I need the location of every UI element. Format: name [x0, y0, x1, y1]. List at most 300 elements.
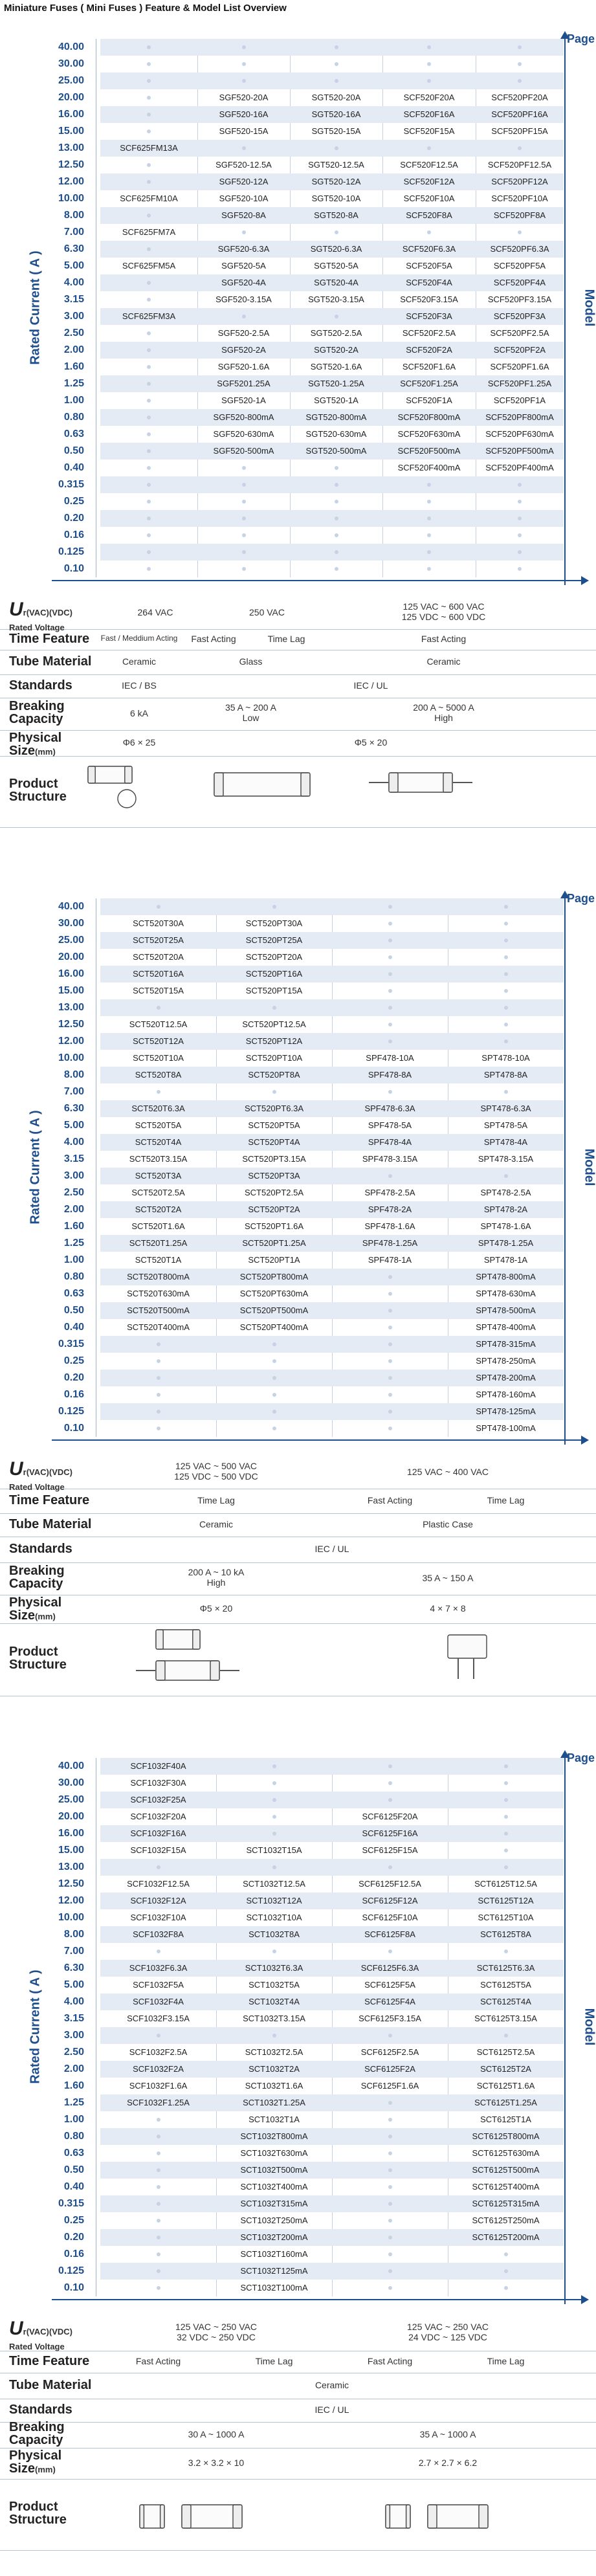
model-cell[interactable]: SCF520F500mA [397, 446, 461, 456]
model-cell[interactable]: SCF520F2A [406, 345, 452, 355]
model-cell[interactable]: SCT520PT20A [245, 952, 303, 962]
model-cell[interactable]: SCF1032F10A [130, 1913, 186, 1922]
model-cell[interactable]: SCT520T15A [133, 986, 184, 995]
model-cell[interactable]: SPT478-5A [483, 1120, 528, 1130]
model-cell[interactable]: SCT520PT630mA [239, 1289, 309, 1298]
current-value: 4.00 [63, 277, 84, 288]
model-cell[interactable]: SCT520PT15A [245, 986, 303, 995]
model-cell[interactable]: SGT520-16A [311, 109, 361, 119]
model-cell[interactable]: SCF6125F2A [364, 2064, 415, 2074]
model-cell[interactable]: SGF520-1A [221, 395, 266, 405]
model-cell[interactable]: SGF520-16A [219, 109, 269, 119]
model-cell[interactable]: SCT1032T8A [248, 1929, 300, 1939]
model-cell[interactable]: SGT520-8A [314, 210, 359, 220]
empty-marker [388, 972, 392, 976]
model-cell[interactable]: SCF520F5A [406, 261, 452, 271]
model-cell[interactable]: SCT1032T160mA [240, 2249, 308, 2259]
model-cell[interactable]: SCT520T800mA [127, 1272, 190, 1282]
empty-marker [504, 905, 508, 909]
model-cell[interactable]: SCT1032T100mA [240, 2283, 308, 2293]
model-cell[interactable]: SGF520-20A [219, 93, 269, 102]
model-cell[interactable]: SPT478-1A [483, 1255, 528, 1265]
spec-row-voltage [0, 1456, 596, 1492]
model-cell[interactable]: SPT478-4A [483, 1137, 528, 1147]
model-cell[interactable]: SCT1032T1.25A [243, 2098, 305, 2107]
model-cell[interactable]: SCT6125T800mA [472, 2131, 540, 2141]
model-cell[interactable]: SCF6125F8A [364, 1929, 415, 1939]
model-cell[interactable]: SCF520PF6.3A [490, 244, 549, 254]
model-cell[interactable]: SCT6125T1A [480, 2115, 531, 2124]
current-row [100, 1403, 564, 1420]
empty-marker [157, 1376, 160, 1380]
model-cell[interactable]: SCF1032F3.15A [127, 2014, 190, 2023]
model-cell[interactable]: SCF520F20A [403, 93, 455, 102]
empty-marker [427, 230, 431, 234]
model-cell[interactable]: SCF520PF1.25A [487, 379, 552, 388]
model-cell[interactable]: SCF6125F15A [362, 1845, 418, 1855]
model-cell[interactable]: SCF6125F4A [364, 1997, 415, 2006]
model-cell[interactable]: SCF1032F12.5A [127, 1879, 190, 1889]
model-cell[interactable]: SCF1032F8A [133, 1929, 184, 1939]
model-cell[interactable]: SPF478-6.3A [364, 1104, 415, 1113]
model-cell[interactable]: SPF478-5A [368, 1120, 412, 1130]
current-value: 3.00 [63, 2030, 84, 2041]
model-cell[interactable]: SCT520PT30A [245, 918, 303, 928]
model-cell[interactable]: SCT520T400mA [127, 1322, 190, 1332]
model-cell[interactable]: SCT520PT400mA [239, 1322, 309, 1332]
model-cell[interactable]: SCT520T12.5A [129, 1019, 188, 1029]
model-cell[interactable]: SCT520PT12.5A [242, 1019, 306, 1029]
model-cell[interactable]: SCF520F12A [403, 177, 455, 186]
empty-marker [518, 62, 522, 66]
model-cell[interactable]: SCF6125F12A [362, 1896, 418, 1905]
model-cell[interactable]: SCT520PT2.5A [244, 1188, 304, 1197]
model-cell[interactable]: SCF1032F15A [130, 1845, 186, 1855]
model-cell[interactable]: SCT1032T500mA [240, 2165, 308, 2175]
model-cell[interactable]: SPT478-2A [483, 1205, 528, 1214]
model-cell[interactable]: SGT520-2A [314, 345, 359, 355]
model-cell[interactable]: SCF625FM3A [122, 311, 176, 321]
model-cell[interactable]: SPT478-400mA [476, 1322, 536, 1332]
model-cell[interactable]: SPT478-315mA [476, 1339, 536, 1349]
model-cell[interactable]: SCT1032T200mA [240, 2232, 308, 2242]
empty-marker [388, 1039, 392, 1043]
model-cell[interactable]: SCF520PF10A [491, 194, 548, 203]
model-cell[interactable]: SCT6125T6.3A [476, 1963, 535, 1973]
model-cell[interactable]: SCT520T6.3A [131, 1104, 185, 1113]
model-cell[interactable]: SCF520PF500mA [485, 446, 554, 456]
model-cell[interactable]: SCF520PF800mA [485, 412, 554, 422]
page-label: Page [567, 32, 595, 45]
model-cell[interactable]: SCT520PT800mA [239, 1272, 309, 1282]
model-cell[interactable]: SGT520-1.25A [308, 379, 364, 388]
model-cell[interactable]: SCF520F8A [406, 210, 452, 220]
model-cell[interactable]: SCT6125T3.15A [474, 2014, 537, 2023]
model-cell[interactable]: SGT520-500mA [305, 446, 367, 456]
current-row [100, 157, 564, 173]
empty-marker [272, 1764, 276, 1768]
model-cell[interactable]: SCF520PF400mA [485, 463, 554, 472]
model-cell[interactable]: SGT520-10A [311, 194, 361, 203]
model-cell[interactable]: SCF520F16A [403, 109, 455, 119]
model-cell[interactable]: SCF520F800mA [397, 412, 461, 422]
model-cell[interactable]: SCT1032T5A [248, 1980, 300, 1990]
empty-marker [242, 533, 246, 537]
spec-value: Φ5 × 20 [354, 737, 388, 748]
model-cell[interactable]: SGF520-8A [221, 210, 266, 220]
model-cell[interactable]: SCF1032F20A [130, 1812, 186, 1821]
current-row [100, 476, 564, 493]
model-cell[interactable]: SCT520PT12A [245, 1036, 303, 1046]
model-cell[interactable]: SCT1032T10A [246, 1913, 302, 1922]
model-cell[interactable]: SCT1032T12A [246, 1896, 302, 1905]
model-cell[interactable]: SCT1032T125mA [240, 2266, 308, 2276]
model-cell[interactable]: SCF520F4A [406, 278, 452, 287]
model-cell[interactable]: SCF520F12.5A [400, 160, 458, 170]
model-cell[interactable]: SCT1032T4A [248, 1997, 300, 2006]
empty-marker [504, 1764, 508, 1768]
model-cell[interactable]: SGF520-6.3A [217, 244, 270, 254]
model-cell[interactable]: SCT520T1.6A [131, 1221, 185, 1231]
model-cell[interactable]: SCT6125T12A [478, 1896, 534, 1905]
model-cell[interactable]: SCT520PT8A [248, 1070, 300, 1080]
model-cell[interactable]: SPT478-200mA [476, 1373, 536, 1382]
model-cell[interactable]: SGT520-800mA [305, 412, 367, 422]
model-cell[interactable]: SGF520-3.15A [215, 294, 272, 304]
model-cell[interactable]: SCF520F630mA [397, 429, 461, 439]
current-row [100, 1893, 564, 1909]
spec-value: Ceramic [199, 1519, 234, 1529]
model-cell[interactable]: SCT520PT10A [245, 1053, 303, 1063]
model-cell[interactable]: SGF520-630mA [213, 429, 274, 439]
model-cell[interactable]: SPF478-2A [368, 1205, 412, 1214]
model-cell[interactable]: SCF520F2.5A [402, 328, 456, 338]
empty-marker [518, 146, 522, 150]
model-cell[interactable]: SCT520T500mA [127, 1305, 190, 1315]
model-cell[interactable]: SCT520T630mA [127, 1289, 190, 1298]
current-row [100, 241, 564, 258]
model-cell[interactable]: SCT1032T400mA [240, 2182, 308, 2192]
bottom-axis [52, 580, 582, 581]
model-cell[interactable]: SCT520PT500mA [239, 1305, 309, 1315]
model-cell[interactable]: SGF520-500mA [213, 446, 274, 456]
model-cell[interactable]: SPT478-125mA [476, 1406, 536, 1416]
model-cell[interactable]: SCF6125F1.6A [360, 2081, 419, 2091]
model-cell[interactable]: SCF1032F40A [130, 1761, 186, 1771]
model-cell[interactable]: SCT520PT16A [245, 969, 303, 979]
empty-marker [518, 550, 522, 554]
empty-marker [504, 2286, 508, 2290]
model-cell[interactable]: SCF520PF3A [493, 311, 546, 321]
model-cell[interactable]: SCT1032T3.15A [243, 2014, 305, 2023]
spec-label: Product Structure [9, 2500, 67, 2527]
model-cell[interactable]: SPF478-1.6A [364, 1221, 415, 1231]
model-cell[interactable]: SCT520PT25A [245, 935, 303, 945]
model-label: Model [582, 2008, 596, 2046]
model-cell[interactable]: SCT520T2.5A [131, 1188, 185, 1197]
model-cell[interactable]: SCT520PT6.3A [244, 1104, 304, 1113]
model-cell[interactable]: SCT520PT2A [248, 1205, 300, 1214]
model-cell[interactable]: SGT520-12A [311, 177, 361, 186]
model-cell[interactable]: SCF1032F25A [130, 1795, 186, 1804]
model-cell[interactable]: SCF1032F4A [133, 1997, 184, 2006]
current-row [100, 510, 564, 527]
model-cell[interactable]: SCF6125F16A [362, 1828, 418, 1838]
model-cell[interactable]: SCT6125T12.5A [474, 1879, 537, 1889]
model-cell[interactable]: SGF5201.25A [217, 379, 270, 388]
model-cell[interactable]: SCT1032T12.5A [243, 1879, 305, 1889]
model-cell[interactable]: SCT6125T2A [480, 2064, 531, 2074]
model-cell[interactable]: SPF478-1A [368, 1255, 412, 1265]
model-cell[interactable]: SCF6125F20A [362, 1812, 418, 1821]
current-value: 0.10 [63, 563, 84, 574]
current-row [100, 1134, 564, 1151]
model-cell[interactable]: SPT478-160mA [476, 1390, 536, 1399]
model-cell[interactable]: SGF520-10A [219, 194, 269, 203]
model-cell[interactable]: SCT520T3A [135, 1171, 182, 1181]
spec-label [9, 2318, 72, 2353]
model-cell[interactable]: SPT478-3.15A [478, 1154, 534, 1164]
model-cell[interactable]: SCF520F15A [403, 126, 455, 136]
model-cell[interactable]: SCF1032F1.25A [127, 2098, 190, 2107]
model-cell[interactable]: SGF520-12A [219, 177, 269, 186]
model-cell[interactable]: SCT520T8A [135, 1070, 182, 1080]
model-cell[interactable]: SCT1032T1A [248, 2115, 300, 2124]
model-cell[interactable]: SCF1032F2.5A [129, 2047, 188, 2057]
model-cell[interactable]: SCT520T10A [133, 1053, 184, 1063]
model-cell[interactable]: SPT478-8A [483, 1070, 528, 1080]
model-cell[interactable]: SCT6125T2.5A [476, 2047, 535, 2057]
model-cell[interactable]: SGT520-15A [311, 126, 361, 136]
empty-marker [147, 449, 151, 453]
model-cell[interactable]: SCT520T1.25A [129, 1238, 188, 1248]
model-cell[interactable]: SCF625FM7A [122, 227, 176, 237]
model-cell[interactable]: SPT478-100mA [476, 1423, 536, 1433]
spec-row-standards [0, 1537, 596, 1563]
model-cell[interactable]: SCT6125T400mA [472, 2182, 540, 2192]
current-row [100, 2212, 564, 2229]
model-cell[interactable]: SCT6125T500mA [472, 2165, 540, 2175]
model-cell[interactable]: SGF520-5A [221, 261, 266, 271]
model-cell[interactable]: SGT520-4A [314, 278, 359, 287]
model-cell[interactable]: SCF520PF15A [491, 126, 548, 136]
spec-value: 200 A ~ 10 kA High [188, 1567, 245, 1588]
model-cell[interactable]: SCF520F1.25A [400, 379, 458, 388]
current-row [100, 308, 564, 325]
model-cell[interactable]: SGT520-630mA [305, 429, 367, 439]
model-cell[interactable]: SCF1032F16A [130, 1828, 186, 1838]
empty-marker [388, 955, 392, 959]
model-cell[interactable]: SCF520PF12A [491, 177, 548, 186]
model-cell[interactable]: SGF520-15A [219, 126, 269, 136]
empty-marker [504, 1832, 508, 1836]
model-cell[interactable]: SCF520PF630mA [485, 429, 554, 439]
model-cell[interactable]: SCT1032T630mA [240, 2148, 308, 2158]
model-cell[interactable]: SCF1032F30A [130, 1778, 186, 1788]
model-cell[interactable]: SPT478-1.25A [478, 1238, 534, 1248]
model-cell[interactable]: SGF520-2A [221, 345, 266, 355]
model-cell[interactable]: SCF520F10A [403, 194, 455, 203]
model-cell[interactable]: SCF520PF2A [493, 345, 546, 355]
model-cell[interactable]: SCT1032T1.6A [245, 2081, 304, 2091]
model-cell[interactable]: SCT520T1A [135, 1255, 182, 1265]
model-cell[interactable]: SCF625FM10A [120, 194, 178, 203]
spec-value: Plastic Case [423, 1519, 473, 1529]
model-cell[interactable]: SCF520F1A [406, 395, 452, 405]
model-cell[interactable]: SPF478-1.25A [362, 1238, 418, 1248]
model-cell[interactable]: SCT520PT5A [248, 1120, 300, 1130]
model-cell[interactable]: SGT520-2.5A [310, 328, 362, 338]
model-cell[interactable]: SCF6125F2.5A [360, 2047, 419, 2057]
model-cell[interactable]: SCF6125F5A [364, 1980, 415, 1990]
model-cell[interactable]: SCF625FM5A [122, 261, 176, 271]
model-cell[interactable]: SCF520PF4A [493, 278, 546, 287]
model-cell[interactable]: SCF520PF1.6A [490, 362, 549, 372]
model-cell[interactable]: SCF1032F6.3A [129, 1963, 188, 1973]
model-cell[interactable]: SPF478-10A [366, 1053, 414, 1063]
model-cell[interactable]: SPT478-800mA [476, 1272, 536, 1282]
model-cell[interactable]: SCT6125T315mA [472, 2199, 540, 2208]
model-cell[interactable]: SPF478-8A [368, 1070, 412, 1080]
model-cell[interactable]: SCT6125T250mA [472, 2215, 540, 2225]
model-cell[interactable]: SCT6125T10A [478, 1913, 534, 1922]
model-cell[interactable]: SCF520F3A [406, 311, 452, 321]
model-cell[interactable]: SCT6125T200mA [472, 2232, 540, 2242]
model-cell[interactable]: SCT520T5A [135, 1120, 182, 1130]
model-cell[interactable]: SCT520PT1.6A [244, 1221, 304, 1231]
model-cell[interactable]: SPT478-250mA [476, 1356, 536, 1366]
empty-marker [147, 247, 151, 251]
empty-marker [272, 1798, 276, 1802]
current-value: 0.315 [58, 479, 84, 490]
model-cell[interactable]: SGT520-12.5A [308, 160, 364, 170]
model-cell[interactable]: SGF520-1.6A [217, 362, 270, 372]
model-cell[interactable]: SPF478-2.5A [364, 1188, 415, 1197]
model-cell[interactable]: SGT520-3.15A [308, 294, 364, 304]
model-cell[interactable]: SCF520PF1A [493, 395, 546, 405]
model-cell[interactable]: SPF478-3.15A [362, 1154, 418, 1164]
model-cell[interactable]: SCF520F6.3A [402, 244, 456, 254]
current-row [100, 1218, 564, 1235]
model-cell[interactable]: SCT1032T800mA [240, 2131, 308, 2141]
model-cell[interactable]: SCT1032T6.3A [245, 1963, 304, 1973]
model-cell[interactable]: SCT6125T630mA [472, 2148, 540, 2158]
model-cell[interactable]: SCT1032T2A [248, 2064, 300, 2074]
model-cell[interactable]: SCF520PF5A [493, 261, 546, 271]
model-cell[interactable]: SGT520-1.6A [310, 362, 362, 372]
model-cell[interactable]: SCF520PF12.5A [487, 160, 552, 170]
model-cell[interactable]: SCF6125F3.15A [359, 2014, 421, 2023]
spec-value: 250 VAC [249, 607, 285, 617]
current-value: 0.40 [63, 1322, 84, 1333]
model-cell[interactable]: SGT520-6.3A [310, 244, 362, 254]
model-cell[interactable]: SCT520PT4A [248, 1137, 300, 1147]
model-cell[interactable]: SCT1032T2.5A [245, 2047, 304, 2057]
model-cell[interactable]: SPT478-500mA [476, 1305, 536, 1315]
model-cell[interactable]: SGF520-2.5A [217, 328, 270, 338]
model-cell[interactable]: SCF1032F2A [133, 2064, 184, 2074]
model-cell[interactable]: SCT6125T1.6A [476, 2081, 535, 2091]
model-cell[interactable]: SCT6125T5A [480, 1980, 531, 1990]
empty-marker [147, 416, 151, 419]
model-cell[interactable]: SCT1032T15A [246, 1845, 302, 1855]
voltage-text: Rated Voltage [9, 622, 65, 632]
spec-label: Product Structure [9, 777, 67, 804]
empty-marker [147, 567, 151, 571]
model-cell[interactable]: SCF625FM13A [120, 143, 178, 153]
model-cell[interactable]: SCT520PT3.15A [242, 1154, 306, 1164]
model-cell[interactable]: SGF520-12.5A [215, 160, 272, 170]
model-cell[interactable]: SCT6125T4A [480, 1997, 531, 2006]
model-cell[interactable]: SGF520-4A [221, 278, 266, 287]
model-cell[interactable]: SCF1032F5A [133, 1980, 184, 1990]
model-cell[interactable]: SCT520PT1A [248, 1255, 300, 1265]
empty-marker [147, 96, 151, 100]
model-cell[interactable]: SCT520T12A [133, 1036, 184, 1046]
model-cell[interactable]: SCT520T3.15A [129, 1154, 188, 1164]
model-cell[interactable]: SGT520-20A [311, 93, 361, 102]
model-cell[interactable]: SCT520T16A [133, 969, 184, 979]
current-value: 13.00 [58, 142, 84, 153]
model-cell[interactable]: SCF520PF20A [491, 93, 548, 102]
current-row [100, 949, 564, 966]
current-row [100, 1977, 564, 1993]
model-cell[interactable]: SCF6125F10A [362, 1913, 418, 1922]
spec-label: Tube Material [9, 2378, 92, 2392]
model-cell[interactable]: SCF6125F6.3A [360, 1963, 419, 1973]
empty-marker [147, 163, 151, 167]
model-cell[interactable]: SCF520F400mA [397, 463, 461, 472]
empty-marker [504, 1949, 508, 1953]
spec-label: Standards [9, 678, 72, 693]
model-cell[interactable]: SCF520F1.6A [402, 362, 456, 372]
model-cell[interactable]: SGT520-1A [314, 395, 359, 405]
current-row [100, 359, 564, 375]
model-cell[interactable]: SCT520T30A [133, 918, 184, 928]
model-cell[interactable]: SCT520T4A [135, 1137, 182, 1147]
model-cell[interactable]: SCF520PF3.15A [487, 294, 552, 304]
model-cell[interactable]: SCT520T25A [133, 935, 184, 945]
model-cell[interactable]: SCF1032F1.6A [129, 2081, 188, 2091]
model-cell[interactable]: SCT6125T1.25A [474, 2098, 537, 2107]
model-cell[interactable]: SCT1032T250mA [240, 2215, 308, 2225]
model-cell[interactable]: SGF520-800mA [213, 412, 274, 422]
model-cell[interactable]: SCT520PT1.25A [242, 1238, 306, 1248]
model-cell[interactable]: SPF478-4A [368, 1137, 412, 1147]
model-cell[interactable]: SPT478-2.5A [480, 1188, 531, 1197]
model-cell[interactable]: SPT478-630mA [476, 1289, 536, 1298]
model-cell[interactable]: SPT478-1.6A [480, 1221, 531, 1231]
model-cell[interactable]: SCT520T20A [133, 952, 184, 962]
model-cell[interactable]: SCF520F3.15A [400, 294, 458, 304]
y-axis-label: Rated Current ( A ) [28, 1970, 43, 2084]
model-cell[interactable]: SGT520-5A [314, 261, 359, 271]
model-cell[interactable]: SCT6125T8A [480, 1929, 531, 1939]
model-cell[interactable]: SCF520PF2.5A [490, 328, 549, 338]
model-cell[interactable]: SCF1032F12A [130, 1896, 186, 1905]
model-cell[interactable]: SCF520PF16A [491, 109, 548, 119]
model-cell[interactable]: SPT478-6.3A [480, 1104, 531, 1113]
model-cell[interactable]: SCF6125F12.5A [359, 1879, 421, 1889]
empty-marker [388, 1342, 392, 1346]
model-cell[interactable]: SCT1032T315mA [240, 2199, 308, 2208]
model-cell[interactable]: SCT520PT3A [248, 1171, 300, 1181]
empty-marker [242, 315, 246, 318]
empty-marker [272, 1006, 276, 1010]
model-cell[interactable]: SCT520T2A [135, 1205, 182, 1214]
model-cell[interactable]: SCF520PF8A [493, 210, 546, 220]
model-cell[interactable]: SPT478-10A [481, 1053, 530, 1063]
